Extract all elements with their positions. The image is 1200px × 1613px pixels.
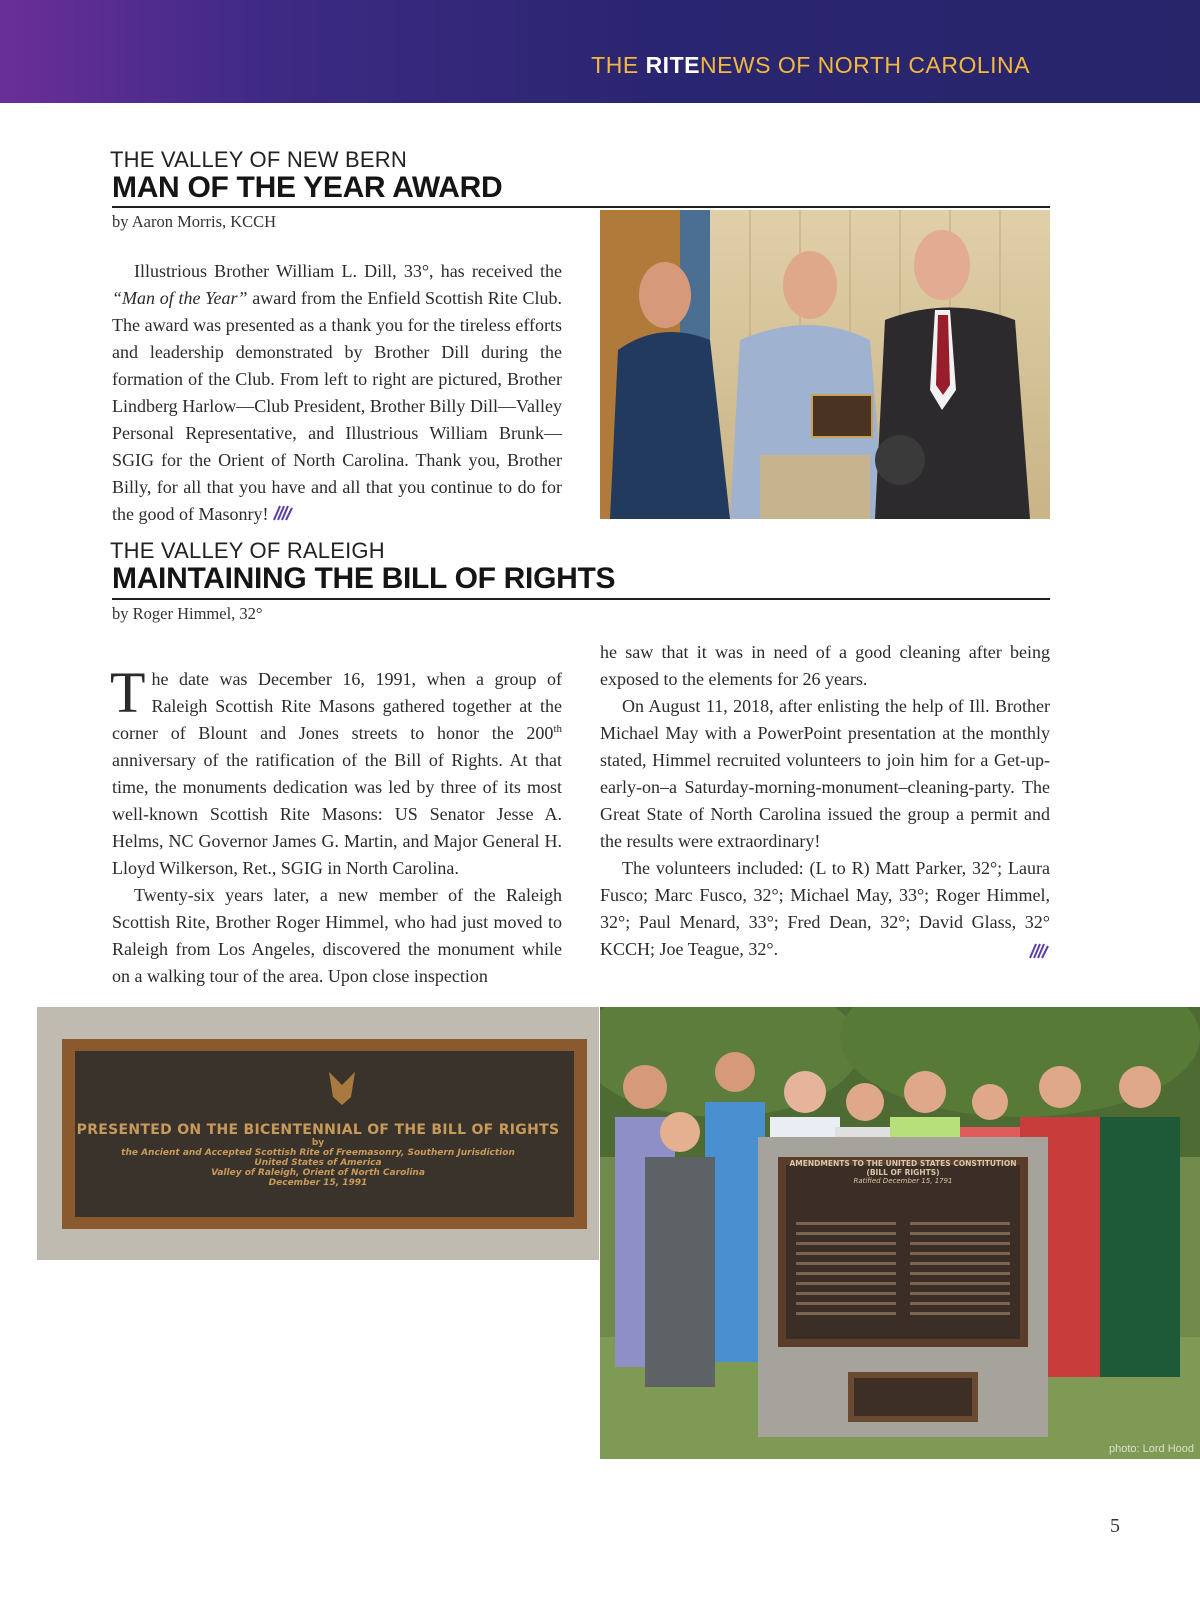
article2-rule <box>112 598 1050 600</box>
end-mark-icon <box>1028 942 1050 960</box>
monument-subtitle: (BILL OF RIGHTS) <box>866 1168 940 1177</box>
article1-body: Illustrious Brother William L. Dill, 33°, has received the “Man of the Year” award from the Enfield Scottish Rite Club. The award was presented as a thank you for the tireless efforts and leadership demonstrated by Brother Dill during the formation of the Club. From left to right are pictured, Brother Lindberg Harlow—Club President, Brother Billy Dill—Valley Personal Representative, and Illustrious William Brunk—SGIG for the Orient of North Carolina. Thank you, Brother Billy, for all that you have and all that you continue to do for the good of Masonry! <box>112 261 562 524</box>
article2-kicker: THE VALLEY OF RALEIGH <box>110 538 385 563</box>
drop-cap: T <box>110 660 146 725</box>
plaque-line-2: by <box>311 1138 325 1148</box>
plaque-line-6: December 15, 1991 <box>268 1178 368 1188</box>
volunteers-photo <box>600 1007 1200 1459</box>
plaque-line-4: United States of America <box>254 1158 382 1168</box>
article2-column-right: he saw that it was in need of a good cleaning after being exposed to the elements for 26 years. On August 11, 2018, after enlisting the help of Ill. Brother Michael May with a PowerPoint presentation at the monthly stated, Himmel recruited volunteers to join him for a Get-up-early-on–a Saturday-morning-monument–cleaning-party. The Great State of North Carolina issued the group a permit and the results were extraordinary! The volunteers included: (L to R) Matt Parker, 32°; Laura Fusco; Marc Fusco, 32°; Michael May, 33°; Roger Himmel, 32°; Paul Menard, 33°; Fred Dean, 32°; David Glass, 32° KCCH; Joe Teague, 32°. <box>600 642 1050 959</box>
article1-kicker: THE VALLEY OF NEW BERN <box>110 147 407 172</box>
page-header-bar <box>0 0 1200 103</box>
plaque-line-5: Valley of Raleigh, Orient of North Carolina <box>211 1168 425 1178</box>
award-photo <box>600 210 1050 519</box>
plaque-photo <box>37 1007 599 1260</box>
article1-headline: MAN OF THE YEAR AWARD <box>112 171 503 204</box>
monument-ratified: Ratified December 15, 1791 <box>853 1177 953 1185</box>
photo-credit: photo: Lord Hood <box>1108 1443 1194 1455</box>
monument-title: AMENDMENTS TO THE UNITED STATES CONSTITUTION <box>789 1159 1017 1168</box>
article2-byline: by Roger Himmel, 32° <box>112 604 263 623</box>
article2-column-left: The date was December 16, 1991, when a group of Raleigh Scottish Rite Masons gathered together at the corner of Blount and Jones streets to honor the 200th anniversary of the ratification of the Bill of Rights. At that time, the monuments dedication was led by three of its most well-known Scottish Rite Masons: US Senator Jesse A. Helms, NC Governor James G. Martin, and Major General H. Lloyd Wilkerson, Ret., SGIG in North Carolina. Twenty-six years later, a new member of the Raleigh Scottish Rite, Brother Roger Himmel, who had just moved to Raleigh from Los Angeles, discovered the monument while on a walking tour of the area. Upon close inspection <box>110 660 562 986</box>
article2-headline: MAINTAINING THE BILL OF RIGHTS <box>112 562 616 595</box>
article1-rule <box>112 206 1050 208</box>
end-mark-icon <box>272 504 294 522</box>
article1-byline: by Aaron Morris, KCCH <box>112 212 277 231</box>
plaque-line-1: PRESENTED ON THE BICENTENNIAL OF THE BILL OF RIGHTS <box>76 1122 560 1138</box>
page-number: 5 <box>1110 1515 1120 1537</box>
publication-title: THE RITENEWS OF NORTH CAROLINA <box>591 52 1030 78</box>
plaque-line-3: the Ancient and Accepted Scottish Rite of Freemasonry, Southern Jurisdiction <box>121 1148 515 1158</box>
